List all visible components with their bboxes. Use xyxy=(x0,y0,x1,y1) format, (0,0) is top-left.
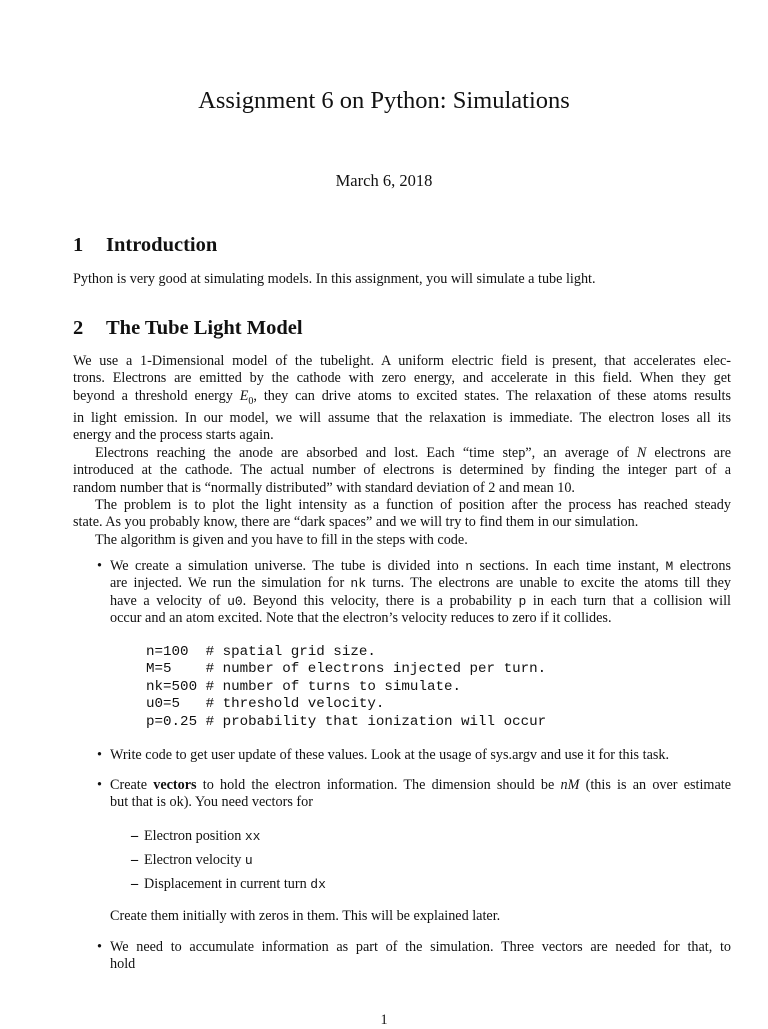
model-paragraph: We use a 1-Dimensional model of the tubelight. A uniform electric field is present, that accelerates elec- trons. Electrons are emitted by the cathode with zero energy, and accelerate in this field. When they get beyond a threshold energy $E_0$, they can drive atoms to excited states. The relaxation of these atoms results in light emission. In our model, we will assume that the relaxation is immediate. The electron loses all its energy and the process starts again. Electrons reaching the anode are absorbed and lost. Each “time step”, an average of N electrons are introduced at the cathode. The actual number of electrons is determined by finding the integer part of a random number that is “normally distributed” with standard deviation of 2 and mean 10. The problem is to plot the light intensity as a function of position after the process has reached steady state. As you probably know, there are “dark spaces” and we will try to find them in our simulation. The algorithm is given and you have to fill in the steps with code. xyxy=(73,353,732,548)
section-1-heading xyxy=(73,232,217,258)
code-line: nk=500 # number of turns to simulate. xyxy=(146,678,462,695)
bullet-sys-argv: Write code to get user update of these values. Look at the usage of sys.argv and use it for this task. xyxy=(110,747,670,763)
section-2-heading xyxy=(73,315,303,341)
bullet-icon: • xyxy=(97,939,102,955)
section-number: 1 xyxy=(73,234,84,256)
dash-icon: – xyxy=(131,828,139,844)
document-date: March 6, 2018 xyxy=(335,171,433,190)
bullet-vectors: Create vectors to hold the electron information. The dimension should be nM (this is an over estimate but that is ok). You need vectors for xyxy=(110,777,731,811)
section-title: Introduction xyxy=(106,234,218,256)
sub-item: Electron position xx xyxy=(144,828,261,844)
sub-item: Electron velocity u xyxy=(144,852,253,868)
bullet-icon: • xyxy=(97,558,102,574)
bullet-icon: • xyxy=(97,777,102,793)
page-number: 1 xyxy=(380,1012,388,1028)
bullet-simulation-universe: We create a simulation universe. The tube is divided into n sections. In each time instant, M electrons are injected. We run the simulation for nk turns. The electrons are unable to excite the atoms till they have a velocity of u0. Beyond this velocity, there is a probability p in each turn that a collision will occur and an atom excited. Note that the electron’s velocity reduces to zero if it collides. xyxy=(110,558,731,627)
zeros-note: Create them initially with zeros in them. This will be explained later. xyxy=(110,908,501,924)
section-title: The Tube Light Model xyxy=(106,317,303,339)
document-title: Assignment 6 on Python: Simulations xyxy=(198,87,570,114)
energy-symbol: E xyxy=(239,387,249,404)
code-line: p=0.25 # probability that ionization will occur xyxy=(146,713,547,730)
dash-icon: – xyxy=(131,852,139,868)
code-line: M=5 # number of electrons injected per turn. xyxy=(146,661,547,678)
code-block xyxy=(146,644,546,731)
code-line: u0=5 # threshold velocity. xyxy=(146,696,385,713)
intro-paragraph: Python is very good at simulating models. In this assignment, you will simulate a tube light. xyxy=(73,271,596,287)
section-number: 2 xyxy=(73,317,84,339)
dash-icon: – xyxy=(131,876,139,892)
sub-item: Displacement in current turn dx xyxy=(144,876,326,892)
code-line: n=100 # spatial grid size. xyxy=(146,644,376,660)
bullet-accumulate: We need to accumulate information as part of the simulation. Three vectors are needed for that, to hold xyxy=(110,939,731,973)
bullet-icon: • xyxy=(97,747,102,763)
